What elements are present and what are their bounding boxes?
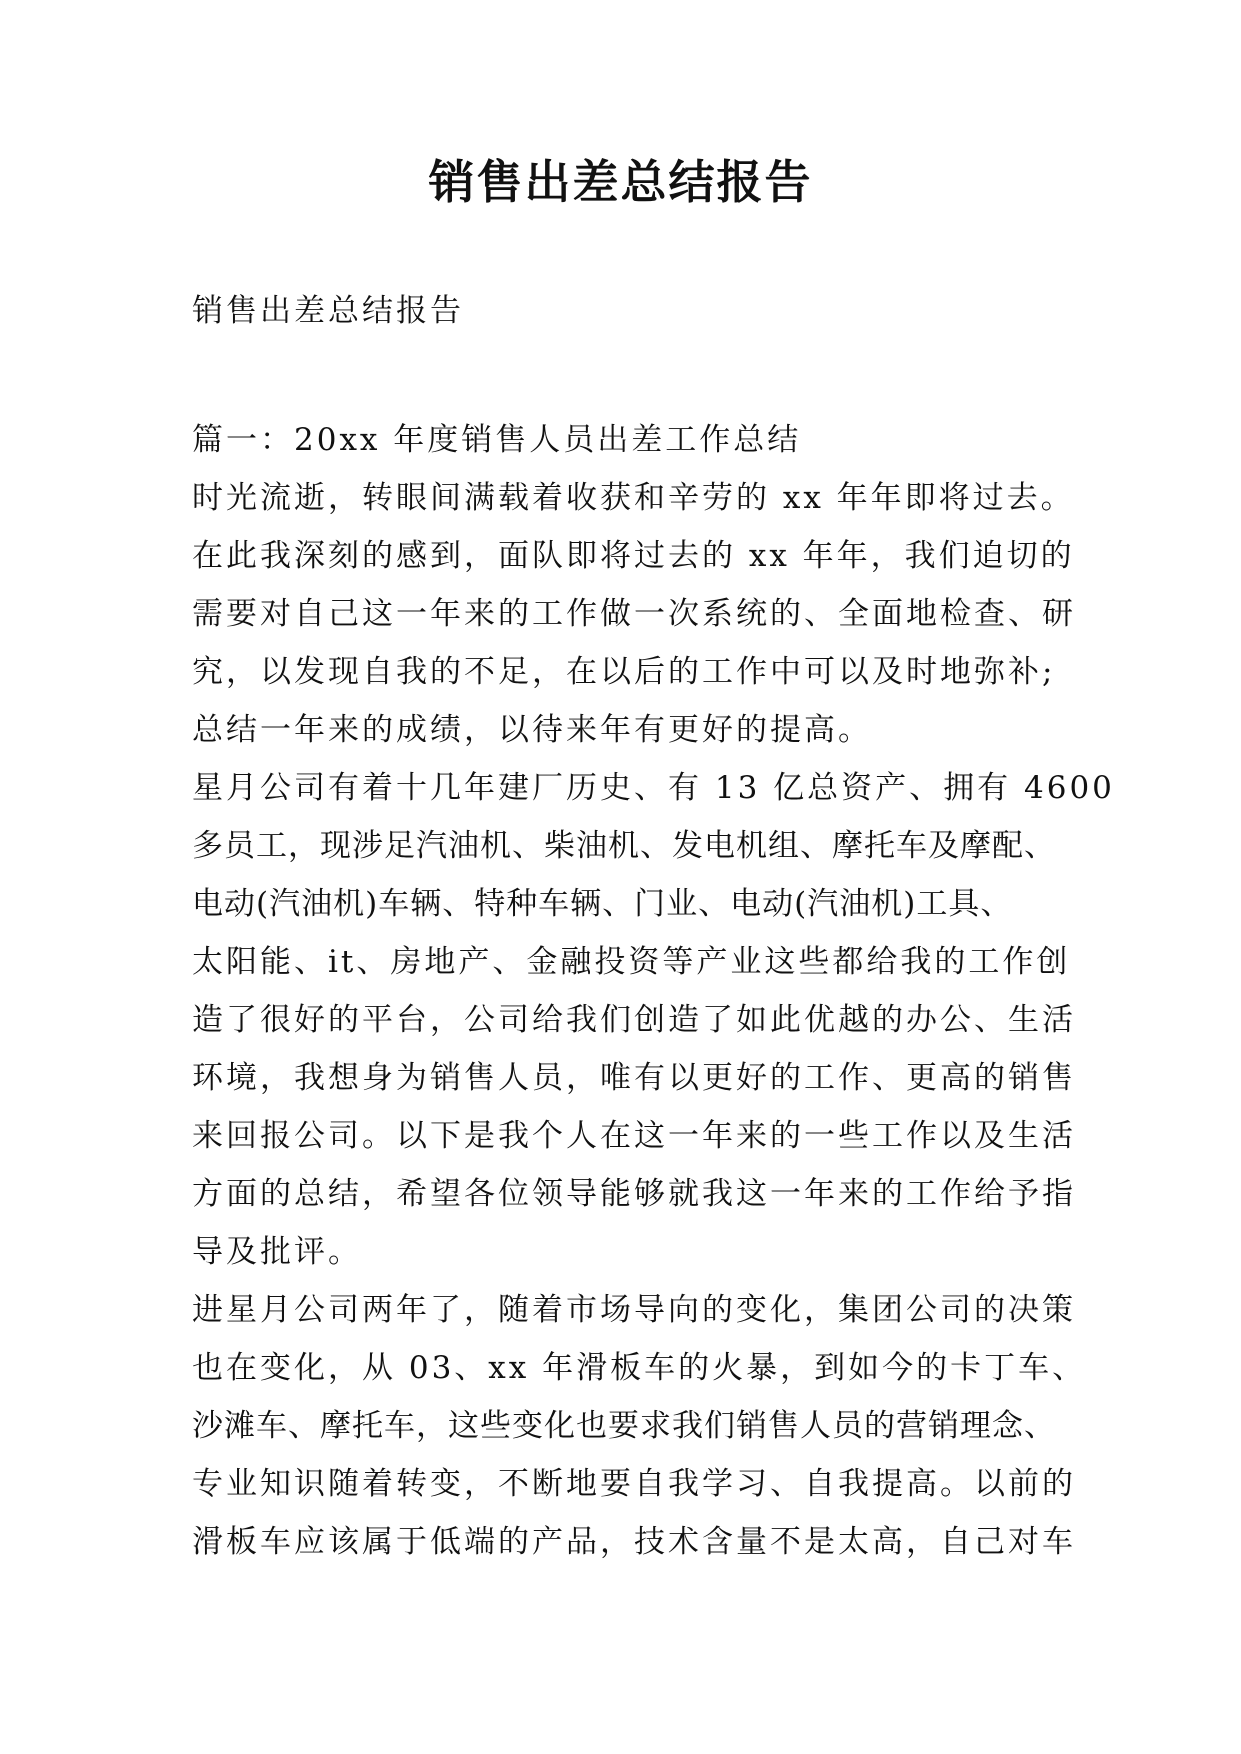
body-line: 也在变化，从 03、xx 年滑板车的火暴，到如今的卡丁车、 [192, 1350, 1087, 1386]
body-line: 环境，我想身为销售人员，唯有以更好的工作、更高的销售 [192, 1060, 1076, 1096]
body-line: 沙滩车、摩托车，这些变化也要求我们销售人员的营销理念、 [192, 1408, 1056, 1444]
body-line: 导及批评。 [192, 1234, 362, 1270]
body-line: 星月公司有着十几年建厂历史、有 13 亿总资产、拥有 4600 [192, 770, 1115, 806]
body-line: 究，以发现自我的不足，在以后的工作中可以及时地弥补; [192, 654, 1056, 690]
body-line: 方面的总结，希望各位领导能够就我这一年来的工作给予指 [192, 1176, 1076, 1212]
document-body [192, 411, 1115, 1571]
body-line: 篇一：20xx 年度销售人员出差工作总结 [192, 422, 802, 458]
body-line: 专业知识随着转变，不断地要自我学习、自我提高。以前的 [192, 1466, 1076, 1502]
body-line: 进星月公司两年了，随着市场导向的变化，集团公司的决策 [192, 1292, 1076, 1328]
body-line: 总结一年来的成绩，以待来年有更好的提高。 [192, 712, 872, 748]
body-line: 多员工，现涉足汽油机、柴油机、发电机组、摩托车及摩配、 [192, 828, 1056, 864]
document-subtitle: 销售出差总结报告 [192, 293, 464, 329]
body-line: 电动(汽油机)车辆、特种车辆、门业、电动(汽油机)工具、 [192, 886, 1013, 922]
body-line: 造了很好的平台，公司给我们创造了如此优越的办公、生活 [192, 1002, 1076, 1038]
body-line: 时光流逝，转眼间满载着收获和辛劳的 xx 年年即将过去。 [192, 480, 1075, 516]
page-title: 销售出差总结报告 [428, 155, 813, 209]
body-line: 需要对自己这一年来的工作做一次系统的、全面地检查、研 [192, 596, 1076, 632]
body-line: 来回报公司。以下是我个人在这一年来的一些工作以及生活 [192, 1118, 1076, 1154]
body-line: 在此我深刻的感到，面队即将过去的 xx 年年，我们迫切的 [192, 538, 1075, 574]
body-line: 滑板车应该属于低端的产品，技术含量不是太高，自己对车 [192, 1524, 1076, 1560]
body-line: 太阳能、it、房地产、金融投资等产业这些都给我的工作创 [192, 944, 1071, 980]
